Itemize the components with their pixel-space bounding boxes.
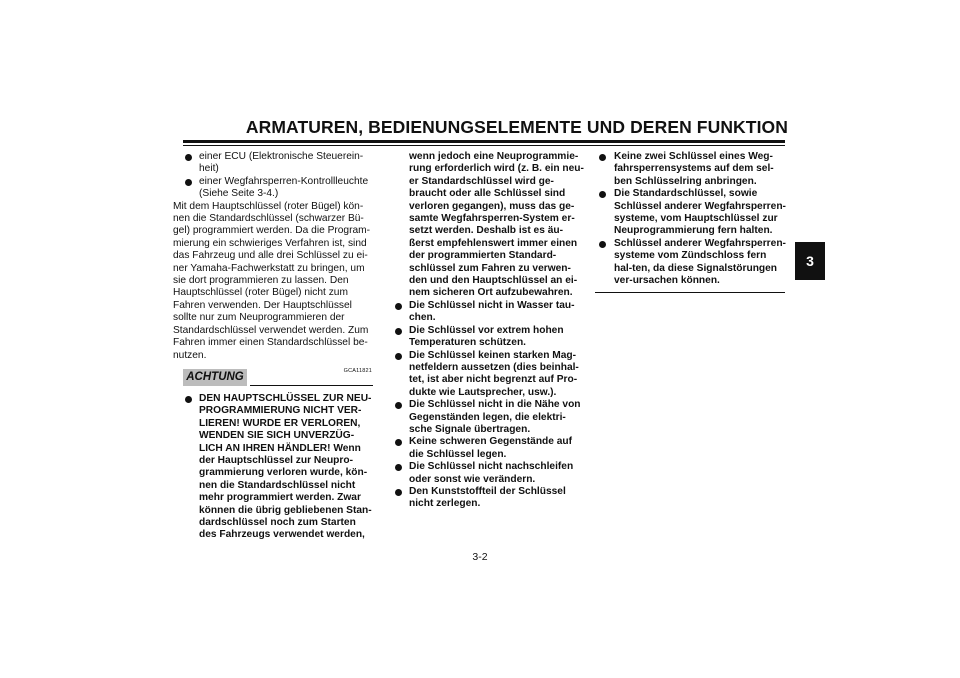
- bullet-text: Die Schlüssel nicht in die Nähe von Gegenständen legen, die elektri-sche Signale übertragen.: [409, 399, 581, 435]
- bullet-icon: [185, 179, 192, 186]
- warning-code: GCA11821: [343, 367, 372, 374]
- bullet-text: einer Wegfahrsperren-Kontrollleuchte (Siehe Seite 3-4.): [199, 175, 369, 200]
- bullet-icon: [395, 353, 402, 360]
- bullet-text: Schlüssel anderer Wegfahrsperren-systeme vom Zündschloss fern hal-ten, da diese Signalstörungen ver-ursachen können.: [614, 237, 786, 287]
- list-item: [395, 486, 585, 511]
- bullet-text: Die Schlüssel keinen starken Mag-netfeldern aussetzen (dies beinhal-tet, ist aber nicht begrenzt auf Pro-dukte wie Lautsprecher, usw.).: [409, 349, 579, 398]
- warning-continuation: wenn jedoch eine Neuprogrammie-rung erforderlich wird (z. B. ein neu-er Standardschlüssel wird ge-braucht oder alle Schlüssel sind verloren gegangen), muss das ge-samte Wegfahrsperren-System er-setzt werden. Deshalb ist es äu-ßerst empfehlenswert immer einen der programmierten Standard-schlüssel zum Fahren zu verwen-den und den Hauptschlüssel an ei-nem sicheren Ort aufzubewahren.: [409, 151, 584, 299]
- list-item: [173, 151, 373, 176]
- bullet-icon: [599, 191, 606, 198]
- warning-text: DEN HAUPTSCHLÜSSEL ZUR NEU-PROGRAMMIERUNG NICHT VER-LIEREN! WURDE ER VERLOREN, WENDEN SIE SICH UNVERZÜG-LICH AN IHREN HÄNDLER! Wenn der Hauptschlüssel zur Neupro-grammierung verloren wurde, kön-nen die Standardschlüssel nicht mehr programmiert werden. Zwar können die übrig gebliebenen Stan-dardschlüssel noch zum Starten des Fahrzeugs verwendet werden,: [199, 392, 372, 541]
- bullet-icon: [599, 154, 606, 161]
- page-header-title: ARMATUREN, BEDIENUNGSELEMENTE UND DEREN FUNKTION: [245, 117, 788, 137]
- bullet-text: Die Schlüssel vor extrem hohen Temperaturen schützen.: [409, 324, 564, 349]
- page-number: 3-2: [472, 551, 488, 563]
- bullet-text: Die Standardschlüssel, sowie Schlüssel anderer Wegfahrsperren-systeme, vom Hauptschlüssel zur Neuprogrammierung fern halten.: [614, 188, 786, 237]
- list-item: [395, 436, 585, 461]
- bullet-icon: [395, 489, 402, 496]
- list-item: [595, 151, 787, 188]
- column-left: [173, 151, 373, 542]
- bullet-icon: [185, 154, 192, 161]
- list-item: [395, 461, 585, 486]
- header-rule-thin: [183, 145, 785, 146]
- bullet-text: Die Schlüssel nicht in Wasser tau-chen.: [409, 299, 575, 324]
- bullet-icon: [395, 303, 402, 310]
- bullet-icon: [395, 328, 402, 335]
- bullet-icon: [395, 402, 402, 409]
- list-item: [395, 325, 585, 350]
- bullet-text: einer ECU (Elektronische Steuerein-heit): [199, 151, 364, 175]
- column-middle: [395, 151, 585, 511]
- warning-label: ACHTUNG: [183, 369, 247, 386]
- body-paragraph: Mit dem Hauptschlüssel (roter Bügel) kön-nen die Standardschlüssel (schwarzer Bü-gel) programmiert werden. Da die Program-mierung ein schwieriges Verfahren ist, sind das Fahrzeug und alle drei Schlüssel zu ei-ner Yamaha-Fachwerkstatt zu bringen, um sie dort programmieren zu lassen. Den Hauptschlüssel (roter Bügel) nicht zum Fahren verwenden. Der Hauptschlüssel sollte nur zum Neuprogrammieren der Standardschlüssel verwendet werden. Zum Fahren immer einen Standardschlüssel be-nutzen.: [173, 200, 371, 361]
- bullet-text: Den Kunststoffteil der Schlüssel nicht zerlegen.: [409, 485, 566, 510]
- bullet-icon: [599, 241, 606, 248]
- list-item: [395, 300, 585, 325]
- bullet-icon: [185, 396, 192, 403]
- list-item: [173, 176, 373, 201]
- header-rule-thick: [183, 140, 785, 143]
- bullet-text: Die Schlüssel nicht nachschleifen oder sonst wie verändern.: [409, 461, 574, 485]
- list-item: [595, 188, 787, 238]
- bullet-icon: [395, 464, 402, 471]
- bullet-icon: [395, 439, 402, 446]
- list-item: [595, 238, 787, 288]
- list-item: [395, 350, 585, 400]
- bullet-text: Keine zwei Schlüssel eines Weg-fahrsperrensystems auf dem sel-ben Schlüsselring anbringen.: [614, 151, 774, 187]
- chapter-tab[interactable]: 3: [795, 242, 825, 280]
- bullet-text: Keine schweren Gegenstände auf die Schlüssel legen.: [409, 436, 573, 460]
- warning-list-item: [173, 393, 373, 542]
- column-right: [595, 151, 787, 287]
- warning-rule: [250, 385, 373, 386]
- list-item: [395, 399, 585, 436]
- section-end-rule: [595, 292, 785, 293]
- warning-header: [173, 365, 373, 393]
